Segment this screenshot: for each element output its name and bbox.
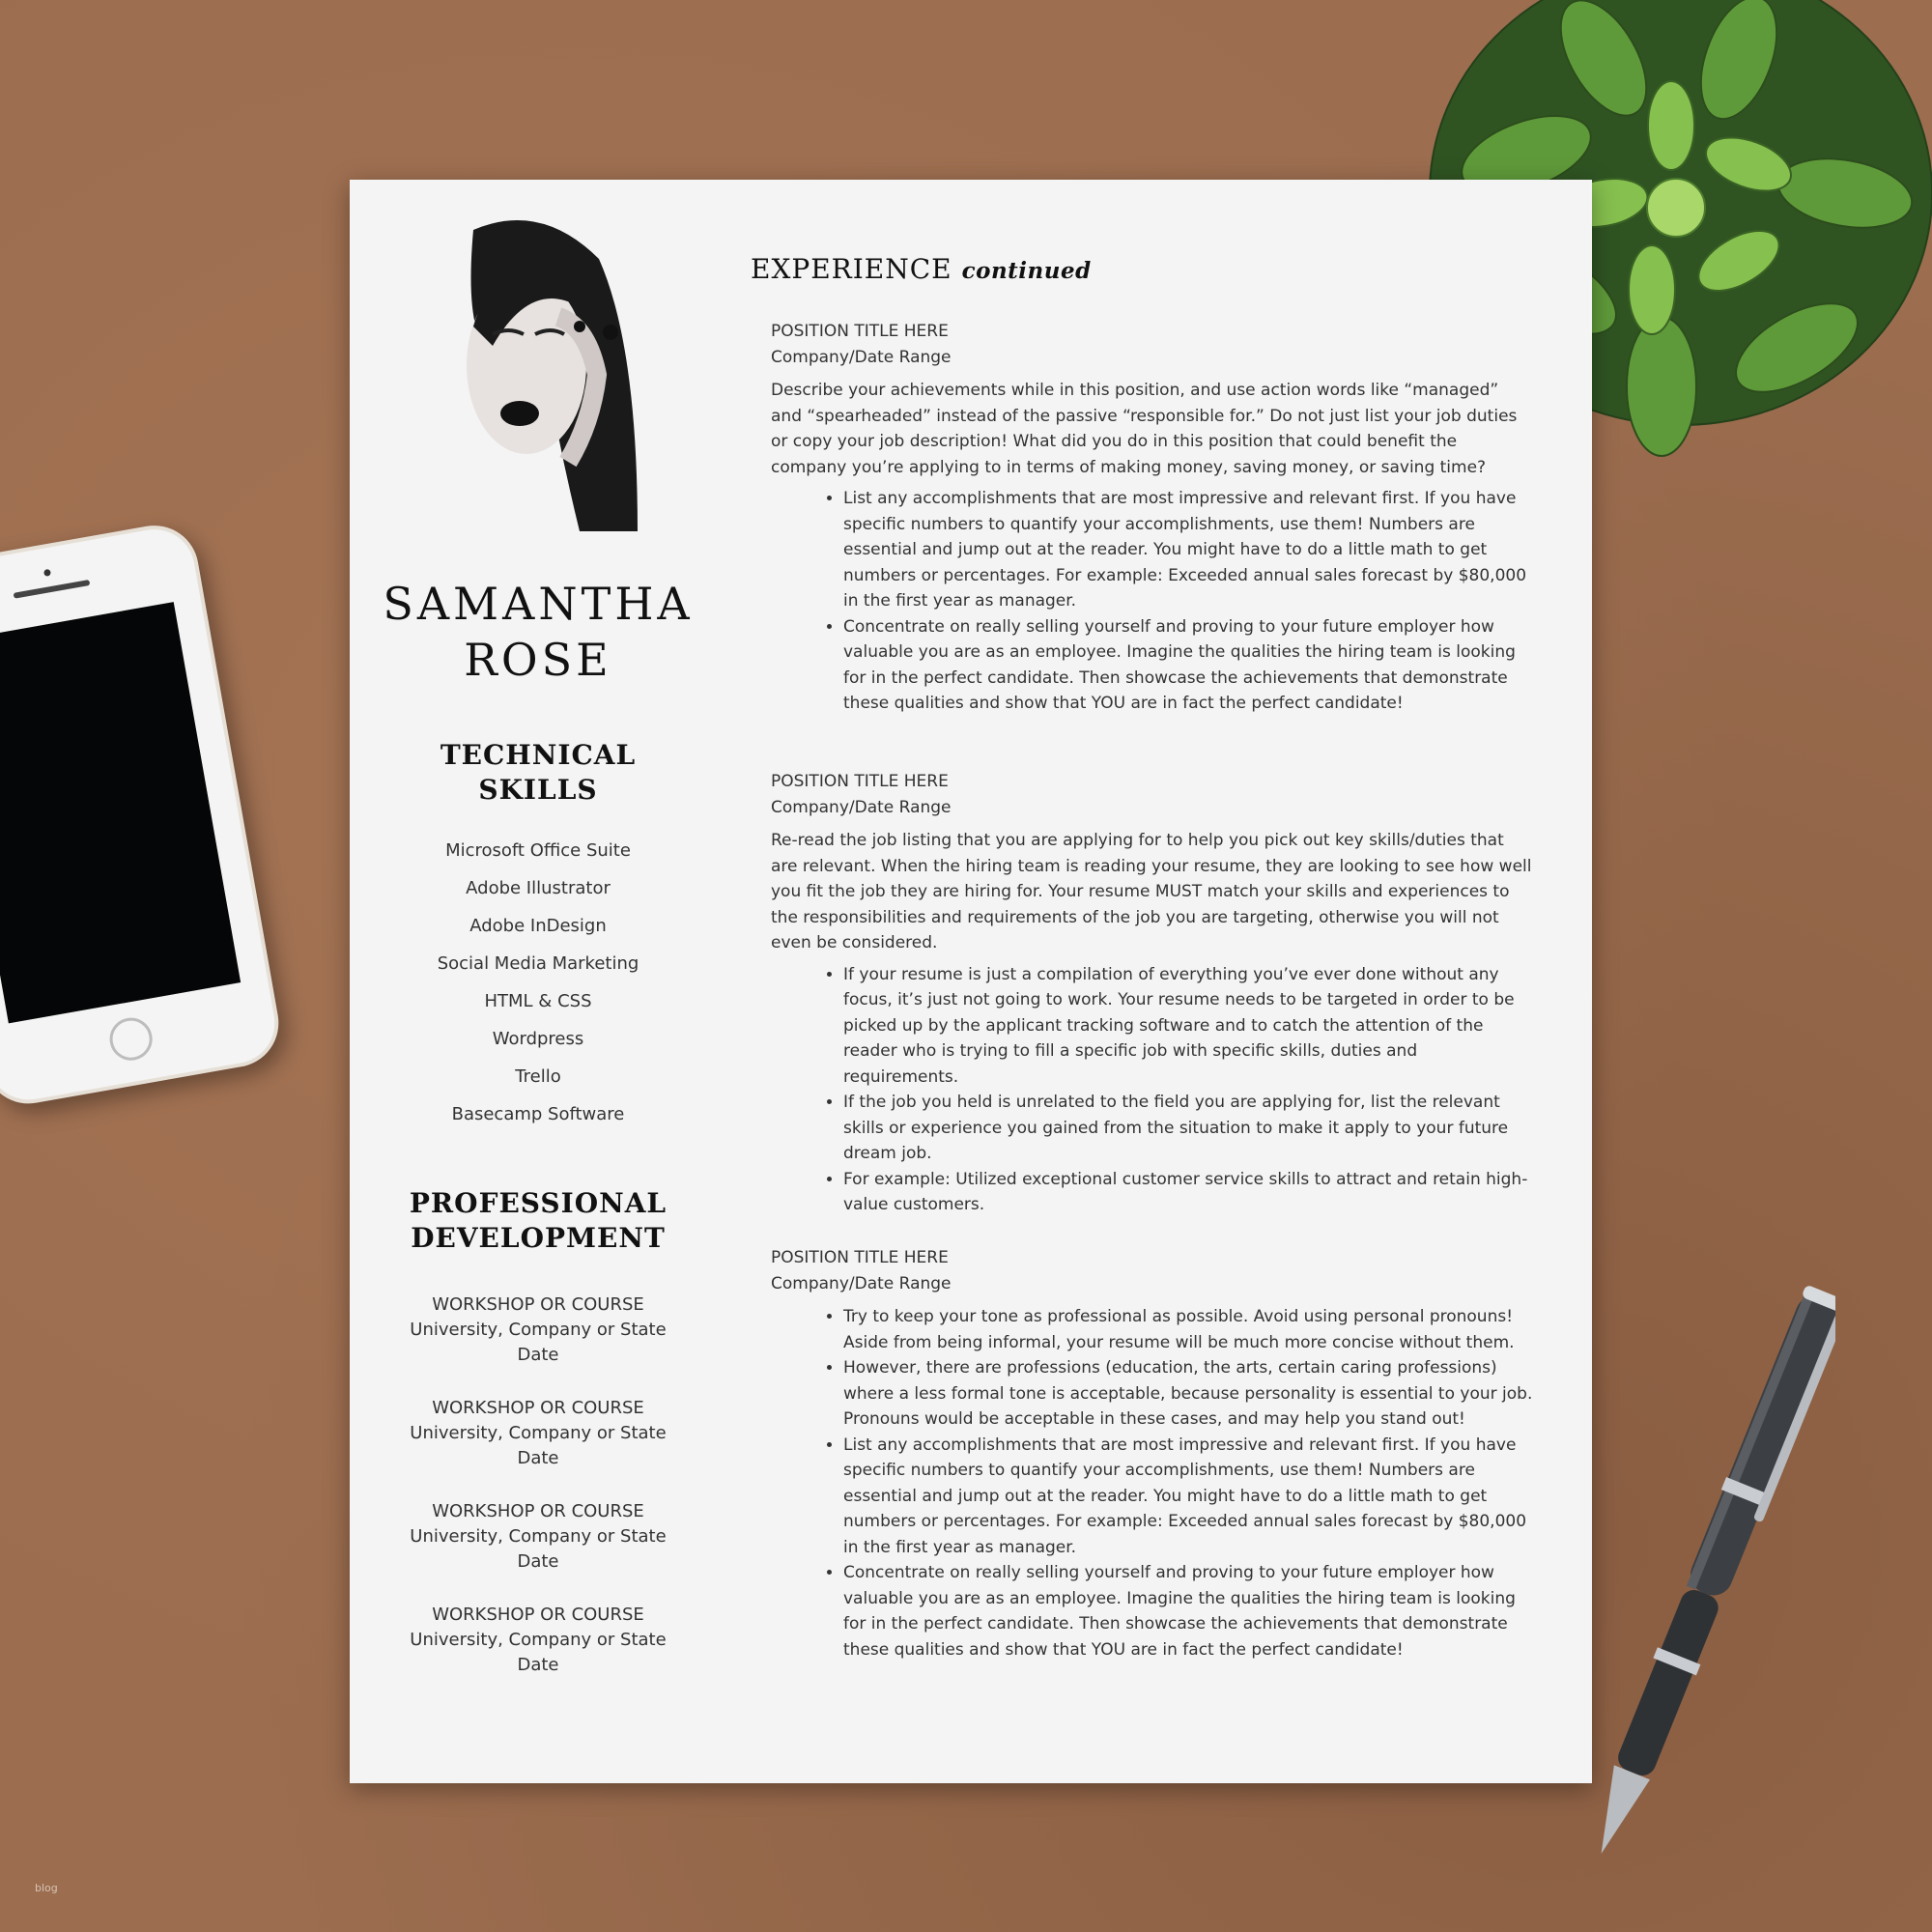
course-date: Date [517, 1551, 559, 1572]
job-bullets [771, 486, 1534, 717]
skill-item: Wordpress [492, 1029, 584, 1049]
job-position: POSITION TITLE HERE [771, 322, 949, 341]
watermark-text: blog [35, 1882, 58, 1894]
resume-name [350, 576, 726, 688]
course-org: University, Company or State [410, 1423, 667, 1443]
job-position: POSITION TITLE HERE [771, 1248, 949, 1267]
course-title: WORKSHOP OR COURSE [432, 1605, 644, 1625]
job-entry [771, 319, 1534, 717]
course-title: WORKSHOP OR COURSE [432, 1294, 644, 1315]
job-bullet: • For example: Utilized exceptional customer service skills to attract and retain high-value customers. [843, 1167, 1534, 1218]
course-item [350, 1396, 726, 1499]
phone-home-button [106, 1014, 156, 1064]
course-title: WORKSHOP OR COURSE [432, 1501, 644, 1521]
course-org: University, Company or State [410, 1630, 667, 1650]
course-date: Date [517, 1448, 559, 1468]
resume-name-first: SAMANTHA [383, 578, 694, 630]
skill-item: HTML & CSS [484, 991, 592, 1011]
experience-continued-label: continued [961, 258, 1092, 284]
course-org: University, Company or State [410, 1526, 667, 1547]
skill-item: Adobe Illustrator [466, 878, 611, 898]
resume-page [350, 180, 1592, 1783]
profile-photo [435, 220, 643, 531]
job-bullet: • If the job you held is unrelated to the field you are applying for, list the relevant skills or experience you gained from the situation to make it apply to your future dream job. [843, 1090, 1534, 1167]
job-description: Re-read the job listing that you are applying for to help you pick out key skills/duties that are relevant. When the hiring team is reading your resume, they are looking to see how well you fit the job they are hiring for. Your resume MUST match your skills and experiences to the responsibilities and requirements of the job you are targeting, otherwise you will not even be considered. [771, 831, 1532, 952]
professional-development-heading [350, 1186, 726, 1256]
course-item [350, 1603, 726, 1706]
courses-list [350, 1293, 726, 1706]
job-bullet: • Concentrate on really selling yourself and proving to your future employer how valuable you are as an employee. Imagine the qualities the hiring team is looking for in the perfect candidate. Then showcase the achievements that demonstrate these qualities and show that YOU are in fact the perfect candidate! [843, 1560, 1534, 1662]
experience-heading [751, 253, 1092, 285]
skill-item: Adobe InDesign [469, 916, 607, 936]
job-position: POSITION TITLE HERE [771, 772, 949, 791]
technical-skills-heading-line2: SKILLS [478, 774, 598, 806]
course-date: Date [517, 1655, 559, 1675]
phone-speaker [14, 580, 91, 599]
technical-skills-heading-line1: TECHNICAL [440, 739, 637, 771]
job-company-date: Company/Date Range [771, 1273, 952, 1293]
professional-development-heading-line1: PROFESSIONAL [409, 1187, 668, 1219]
job-bullet: • However, there are professions (education, the arts, certain caring professions) where a less formal tone is acceptable, because personality is essential to your job. Pronouns would be acceptable in these cases, and may help you stand out! [843, 1355, 1534, 1433]
technical-skills-heading [350, 738, 726, 808]
skills-list [350, 838, 726, 1140]
experience-heading-text: EXPERIENCE [751, 253, 952, 285]
job-bullet: • List any accomplishments that are most impressive and relevant first. If you have specific numbers to quantify your accomplishments, use them! Numbers are essential and jump out at the reader. You might have to do a little math to get numbers or percentages. For example: Exceeded annual sales forecast by $80,000 in the first year as manager. [843, 1433, 1534, 1561]
phone-sensor [43, 569, 51, 577]
job-entry [771, 1245, 1534, 1662]
job-entry [771, 769, 1534, 1218]
job-description: Describe your achievements while in this position, and use action words like “managed” and “spearheaded” instead of the passive “responsible for.” Do not just list your job duties or copy your job description! What did you do in this position that could benefit the company you’re applying to in terms of making money, saving money, or saving time? [771, 381, 1518, 477]
skill-item: Trello [515, 1066, 561, 1087]
job-bullet: • Try to keep your tone as professional as possible. Avoid using personal pronouns! Aside from being informal, your resume will be much more concise without them. [843, 1304, 1534, 1355]
course-org: University, Company or State [410, 1320, 667, 1340]
job-company-date: Company/Date Range [771, 347, 952, 367]
skill-item: Social Media Marketing [437, 953, 639, 974]
professional-development-heading-line2: DEVELOPMENT [411, 1222, 666, 1254]
course-item [350, 1293, 726, 1396]
job-bullet: • List any accomplishments that are most impressive and relevant first. If you have specific numbers to quantify your accomplishments, use them! Numbers are essential and jump out at the reader. You might have to do a little math to get numbers or percentages. For example: Exceeded annual sales forecast by $80,000 in the first year as manager. [843, 486, 1534, 614]
pen-image [1584, 1256, 1835, 1893]
job-bullets [771, 1304, 1534, 1662]
job-company-date: Company/Date Range [771, 797, 952, 817]
course-date: Date [517, 1345, 559, 1365]
job-bullets [771, 962, 1534, 1218]
resume-sidebar [350, 180, 726, 1783]
course-title: WORKSHOP OR COURSE [432, 1398, 644, 1418]
job-bullet: • Concentrate on really selling yourself and proving to your future employer how valuable you are as an employee. Imagine the qualities the hiring team is looking for in the perfect candidate. Then showcase the achievements that demonstrate these qualities and show that YOU are in fact the perfect candidate! [843, 614, 1534, 717]
phone-screen [0, 602, 241, 1023]
skill-item: Microsoft Office Suite [445, 840, 631, 861]
course-item [350, 1499, 726, 1603]
job-bullet: • If your resume is just a compilation of everything you’ve ever done without any focus, it’s just not going to work. Your resume needs to be targeted in order to be picked up by the applicant tracking software and to catch the attention of the reader who is trying to fill a specific job with specific skills, duties and requirements. [843, 962, 1534, 1091]
resume-name-last: ROSE [464, 634, 612, 686]
skill-item: Basecamp Software [451, 1104, 625, 1124]
